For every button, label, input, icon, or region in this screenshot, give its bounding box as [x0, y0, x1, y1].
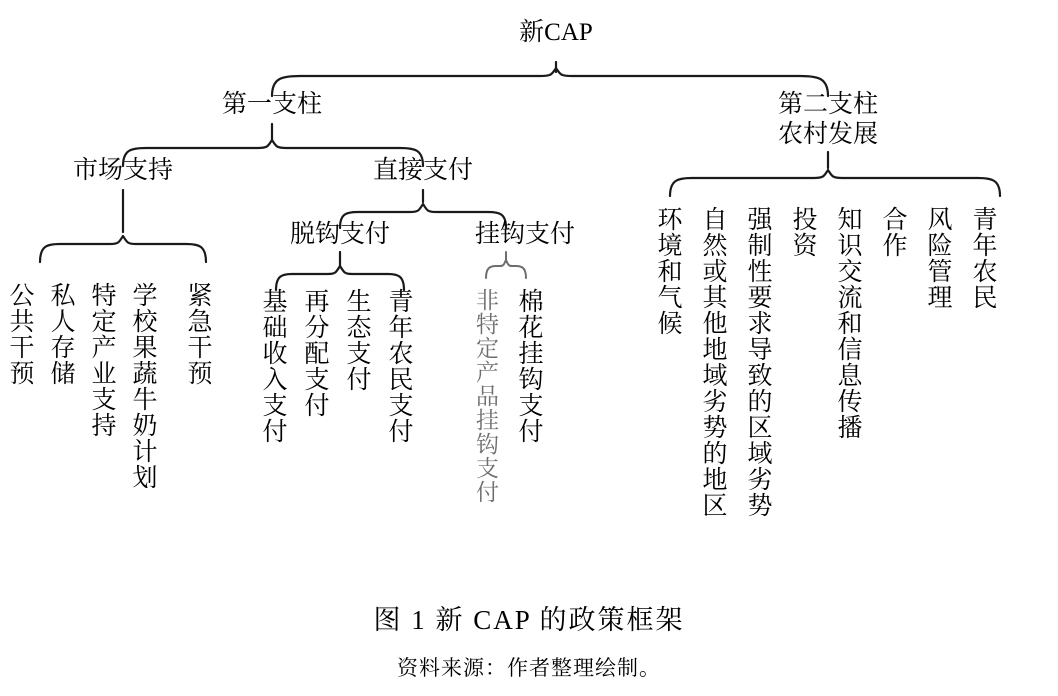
leaf-rural-4: 知识交流和信息传播 — [834, 206, 861, 440]
leaf-rural-0: 环境和气候 — [654, 206, 681, 336]
node-root: 新CAP — [519, 19, 593, 46]
leaf-decoupled-0: 基础收入支付 — [259, 288, 286, 444]
leaf-rural-5: 合作 — [879, 206, 906, 258]
leaf-rural-3: 投资 — [789, 206, 816, 258]
leaf-coupled-0: 非特定产品挂钩支付 — [473, 288, 498, 504]
leaf-market-4: 紧急干预 — [184, 282, 211, 386]
figure-source: 资料来源：作者整理绘制。 — [397, 656, 661, 680]
leaf-decoupled-3: 青年农民支付 — [385, 288, 412, 444]
leaf-market-2: 特定产业支持 — [88, 282, 115, 438]
leaf-rural-1: 自然或其他地域劣势的地区 — [699, 206, 726, 518]
leaf-rural-2: 强制性要求导致的区域劣势 — [744, 206, 771, 518]
node-decoupled-payment: 脱钩支付 — [289, 221, 390, 248]
node-first-pillar: 第一支柱 — [221, 91, 322, 118]
leaf-decoupled-2: 生态支付 — [343, 288, 370, 392]
leaf-decoupled-1: 再分配支付 — [301, 288, 328, 418]
node-second-pillar-line1: 第二支柱 — [777, 91, 878, 118]
node-direct-payment: 直接支付 — [372, 157, 473, 184]
node-coupled-payment: 挂钩支付 — [474, 221, 575, 248]
figure-caption: 图 1 新 CAP 的政策框架 — [373, 605, 685, 635]
node-second-pillar-line2: 农村发展 — [777, 121, 878, 148]
leaf-rural-6: 风险管理 — [924, 206, 951, 310]
leaf-coupled-1: 棉花挂钩支付 — [515, 288, 542, 444]
leaf-market-1: 私人存储 — [47, 282, 74, 386]
leaf-market-3: 学校果蔬牛奶计划 — [129, 282, 156, 490]
leaf-market-0: 公共干预 — [6, 282, 33, 386]
leaf-rural-7: 青年农民 — [969, 206, 996, 310]
node-market-support: 市场支持 — [72, 157, 173, 184]
